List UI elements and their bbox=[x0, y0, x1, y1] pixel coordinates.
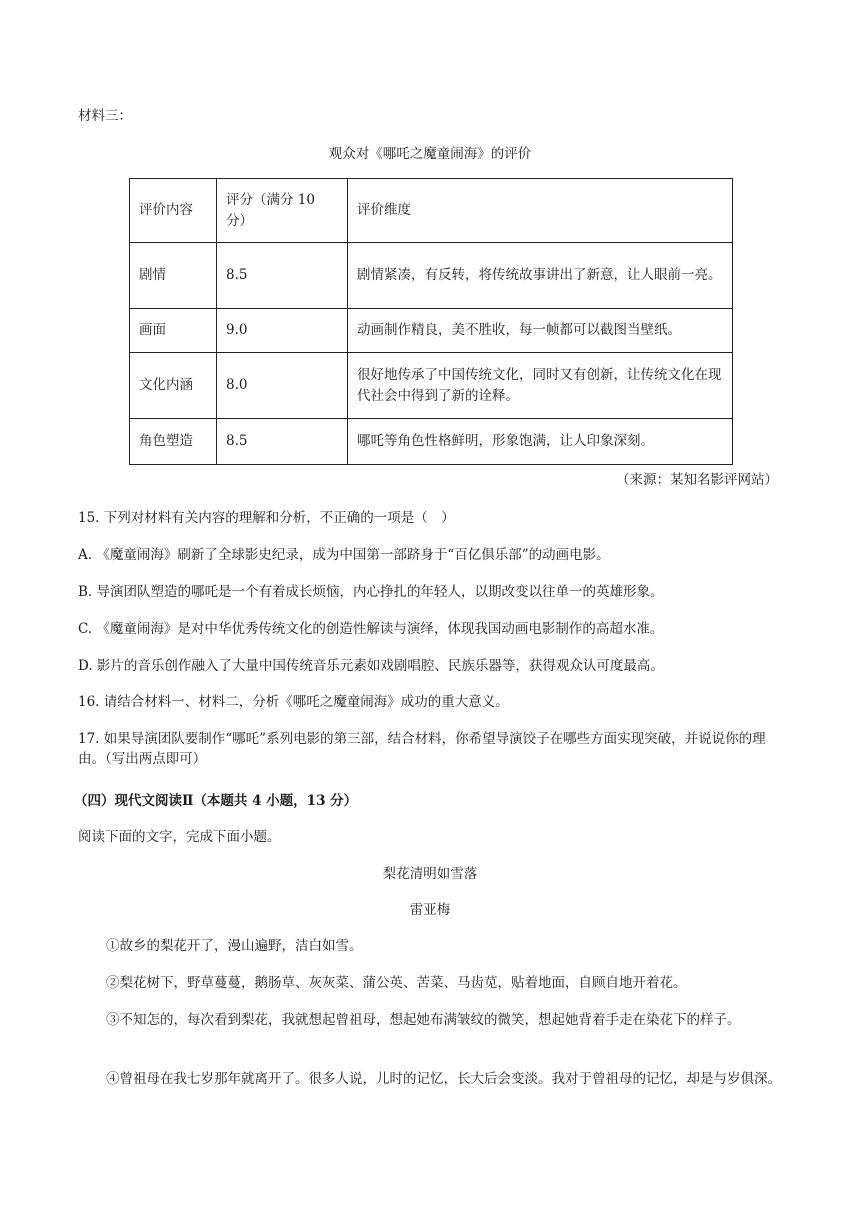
table-header: 评分（满分 10 分） bbox=[217, 179, 348, 243]
question-15-option-b: B. 导演团队塑造的哪吒是一个有着成长烦恼，内心挣扎的年轻人，以期改变以往单一的英雄形象。 bbox=[78, 584, 664, 600]
table-row bbox=[130, 243, 733, 309]
table-row bbox=[130, 353, 733, 419]
table-cell: 8.5 bbox=[217, 243, 348, 309]
table-cell: 动画制作精良，美不胜收，每一帧都可以截图当壁纸。 bbox=[348, 309, 733, 353]
table-cell: 剧情 bbox=[130, 243, 217, 309]
table-title: 观众对《哪吒之魔童闹海》的评价 bbox=[328, 146, 532, 162]
table-row bbox=[130, 419, 733, 465]
article-paragraph: ④曾祖母在我七岁那年就离开了。很多人说，儿时的记忆，长大后会变淡。我对于曾祖母的记忆，却是与岁俱深。 bbox=[106, 1071, 781, 1087]
article-author: 雷亚梅 bbox=[409, 902, 451, 918]
question-15-stem: 15. 下列对材料有关内容的理解和分析，不正确的一项是（ ） bbox=[78, 510, 455, 526]
table-cell: 文化内涵 bbox=[130, 353, 217, 419]
table-header-row bbox=[130, 179, 733, 243]
section-title: （四）现代文阅读Ⅱ（本题共 4 小题，13 分） bbox=[74, 793, 358, 809]
reading-instruction: 阅读下面的文字，完成下面小题。 bbox=[78, 829, 281, 845]
table-cell: 角色塑造 bbox=[130, 419, 217, 465]
source-note: （来源：某知名影评网站） bbox=[616, 472, 778, 488]
article-paragraph: ①故乡的梨花开了，漫山遍野，洁白如雪。 bbox=[106, 938, 363, 954]
table-header: 评价内容 bbox=[130, 179, 217, 243]
table-cell: 8.0 bbox=[217, 353, 348, 419]
table-row bbox=[130, 309, 733, 353]
table-cell: 画面 bbox=[130, 309, 217, 353]
question-15-option-d: D. 影片的音乐创作融入了大量中国传统音乐元素如戏剧唱腔、民族乐器等，获得观众认可度最高。 bbox=[78, 658, 664, 674]
table-cell: 9.0 bbox=[217, 309, 348, 353]
question-16: 16. 请结合材料一、材料二，分析《哪吒之魔童闹海》成功的重大意义。 bbox=[78, 694, 509, 710]
question-15-option-a: A. 《魔童闹海》刷新了全球影史纪录，成为中国第一部跻身于“百亿俱乐部”的动画电影。 bbox=[78, 547, 610, 563]
question-17: 17. 如果导演团队要制作“哪吒”系列电影的第三部，结合材料，你希望导演饺子在哪些方面实现突破，并说说你的理由。（写出两点即可） bbox=[78, 731, 766, 767]
material-3-label: 材料三： bbox=[78, 108, 132, 124]
evaluation-table bbox=[129, 178, 733, 465]
table-cell: 8.5 bbox=[217, 419, 348, 465]
article-paragraph: ②梨花树下，野草蔓蔓，鹅肠草、灰灰菜、蒲公英、苦菜、马齿苋，贴着地面，自顾自地开着花。 bbox=[106, 975, 687, 991]
table-header: 评价维度 bbox=[348, 179, 733, 243]
table-cell: 剧情紧凑，有反转，将传统故事讲出了新意，让人眼前一亮。 bbox=[348, 243, 733, 309]
question-15-option-c: C. 《魔童闹海》是对中华优秀传统文化的创造性解读与演绎，体现我国动画电影制作的高超水准。 bbox=[78, 621, 664, 637]
article-title: 梨花清明如雪落 bbox=[382, 866, 478, 882]
table-cell: 很好地传承了中国传统文化，同时又有创新，让传统文化在现代社会中得到了新的诠释。 bbox=[348, 353, 733, 419]
table-cell: 哪吒等角色性格鲜明，形象饱满，让人印象深刻。 bbox=[348, 419, 733, 465]
article-paragraph: ③不知怎的，每次看到梨花，我就想起曾祖母，想起她布满皱纹的微笑，想起她背着手走在染花下的样子。 bbox=[106, 1012, 741, 1028]
